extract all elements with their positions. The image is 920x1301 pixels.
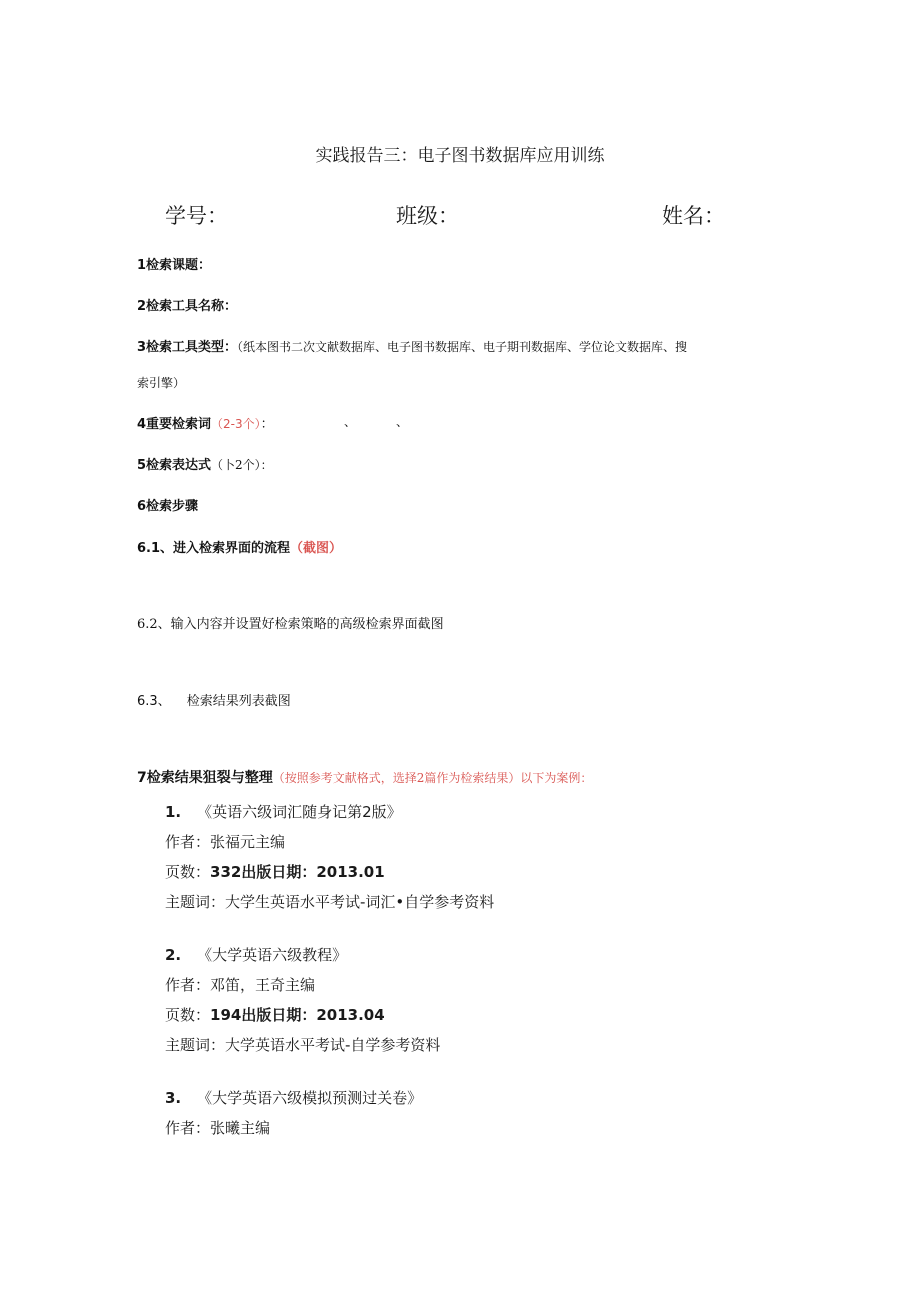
reference-3-number: 3.: [165, 1089, 182, 1107]
page-title: 实践报告三：电子图书数据库应用训练: [315, 146, 605, 166]
step3-number: 6.3、: [137, 694, 171, 709]
reference-2-author: 作者：邓笛，王奇主编: [165, 976, 316, 994]
step3-text: 检索结果列表截图: [186, 694, 291, 709]
student-id-label: 学号：: [165, 204, 228, 228]
keywords-note: （2-3个）: [211, 417, 261, 431]
results-note: （按照参考文献格式，选择2篇作为检索结果）以下为案例：: [272, 771, 593, 785]
reference-3-author: 作者：张曦主编: [165, 1119, 271, 1137]
step-6-1: [137, 537, 342, 556]
search-tool-name: 2检索工具名称：: [137, 299, 238, 314]
step1-note: （截图）: [290, 541, 343, 556]
search-topic: 1检索课题：: [137, 258, 212, 273]
tool-type-options: （纸本图书二次文献数据库、电子图书数据库、电子期刊数据库、学位论文数据库、搜: [237, 340, 688, 354]
reference-2-number: 2.: [165, 946, 182, 964]
reference-3-title-line: [165, 1087, 422, 1108]
reference-2-title: 《大学英语六级教程》: [197, 946, 348, 964]
reference-3-title: 《大学英语六级模拟预测过关卷》: [197, 1089, 423, 1107]
reference-1-pages-label: 页数：: [165, 863, 211, 881]
key-search-terms: [137, 413, 274, 432]
step-6-3: [137, 690, 291, 709]
reference-2-pages-value: 194出版日期：2013.04: [210, 1006, 385, 1024]
class-label: 班级：: [396, 204, 459, 228]
reference-1-subject: 主题词：大学生英语水平考试-词汇•自学参考资料: [165, 893, 495, 911]
tool-type-label: 3检索工具类型：: [137, 340, 238, 355]
keywords-separator: 、: [396, 415, 409, 429]
reference-1-title: 《英语六级词汇随身记第2版》: [197, 803, 402, 821]
reference-2-pages: [165, 1004, 385, 1025]
expression-label: 5检索表达式: [137, 458, 212, 473]
reference-1-pages: [165, 861, 385, 882]
reference-1-pages-value: 332出版日期：2013.01: [210, 863, 385, 881]
results-label: 7检索结果狙裂与整理: [137, 770, 273, 786]
search-steps: 6检索步骤: [137, 499, 199, 514]
results-heading: [137, 767, 592, 787]
search-expression: [137, 454, 273, 473]
keywords-colon: ：: [260, 417, 274, 432]
expression-note: （卜2个）：: [211, 458, 273, 472]
reference-1-title-line: [165, 801, 402, 822]
reference-2-subject: 主题词：大学英语水平考试-自学参考资料: [165, 1036, 441, 1054]
reference-2-title-line: [165, 944, 347, 965]
search-tool-type: [137, 336, 687, 355]
keywords-label: 4重要检索词: [137, 417, 212, 432]
step1-label: 6.1、进入检索界面的流程: [137, 541, 291, 556]
reference-1-author: 作者：张福元主编: [165, 833, 286, 851]
name-label: 姓名：: [662, 204, 725, 228]
keywords-separator: 、: [344, 415, 357, 429]
step-6-2: 6.2、输入内容并设置好检索策略的高级检索界面截图: [137, 617, 444, 632]
tool-type-options-cont: 索引擎）: [137, 376, 186, 390]
reference-1-number: 1.: [165, 803, 182, 821]
reference-2-pages-label: 页数：: [165, 1006, 211, 1024]
